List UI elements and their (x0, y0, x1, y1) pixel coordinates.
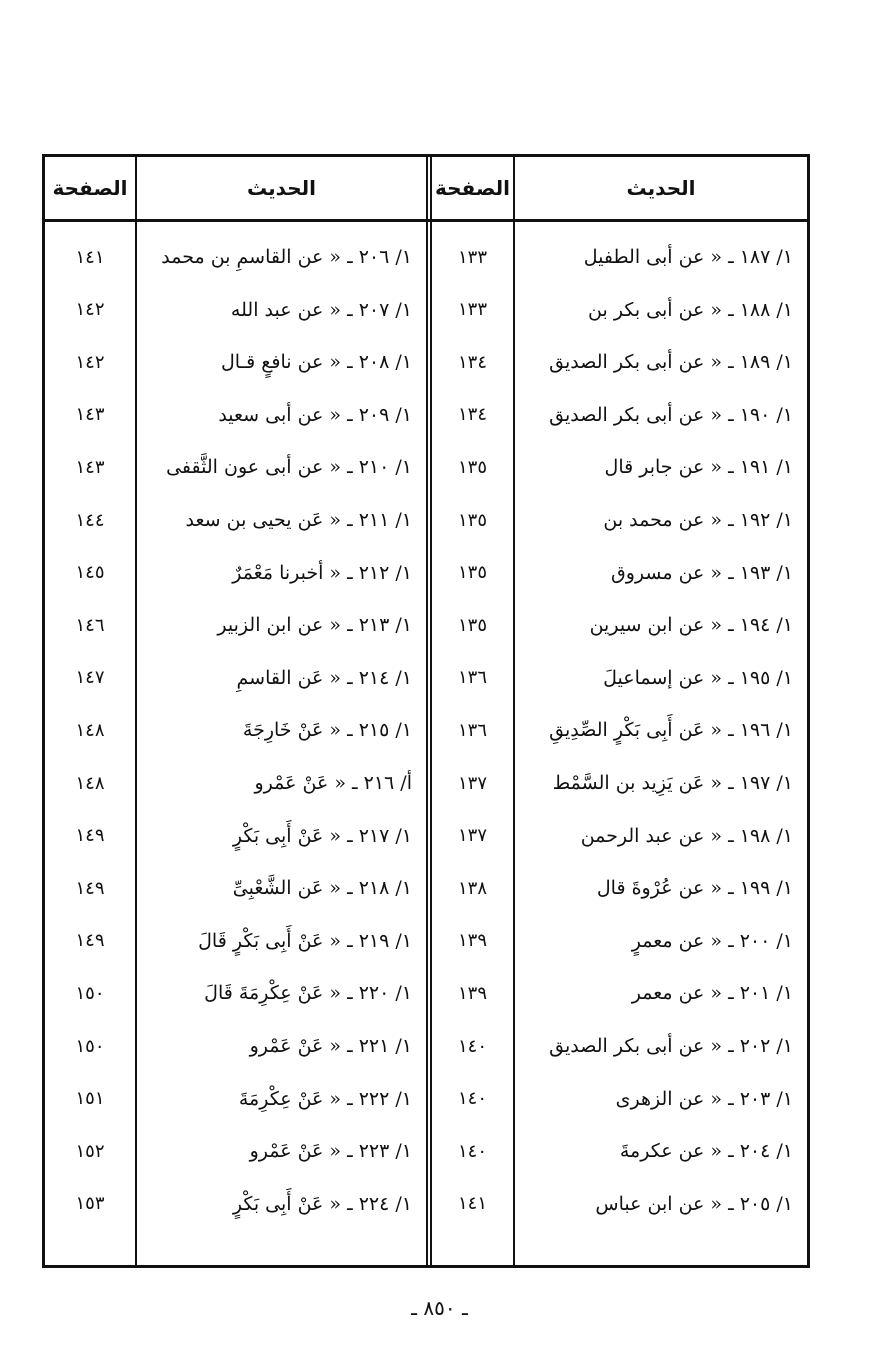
page-ref: ١٤٩ (75, 825, 105, 847)
table-row (45, 757, 807, 809)
hadith-entry: ١/ ٢٠٥ ـ « عن ابن عباس (595, 1192, 793, 1215)
page-ref: ١٣٦ (458, 667, 488, 689)
page-ref: ١٤٢ (75, 299, 105, 321)
hadith-entry: ١/ ١٩١ ـ « عن جابر قال (604, 456, 793, 479)
header-page-left: الصفحة (52, 176, 128, 200)
page-ref: ١٤٦ (75, 614, 105, 636)
page-ref: ١٣٥ (458, 456, 488, 478)
table-row (45, 1073, 807, 1125)
page-ref: ١٤٠ (458, 1140, 488, 1162)
hadith-entry: ١/ ٢٢٢ ـ « عَنْ عِكْرِمَةَ (238, 1087, 412, 1110)
hadith-entry: ١/ ١٩٥ ـ « عن إسماعيلَ (603, 666, 793, 689)
table-row (45, 704, 807, 756)
hadith-entry: ١/ ٢٢٤ ـ « عَنْ أَبِى بَكْرٍ (232, 1192, 412, 1215)
page-ref: ١٥٢ (75, 1140, 105, 1162)
hadith-entry: ١/ ٢٠٠ ـ « عن معمرٍ (631, 929, 793, 952)
page-ref: ١٤١ (458, 1193, 488, 1215)
page-ref: ١٤٥ (75, 562, 105, 584)
table-row (45, 810, 807, 862)
hadith-entry: ١/ ٢١٧ ـ « عَنْ أَبِى بَكْرٍ (232, 824, 412, 847)
page-ref: ١٥٠ (75, 982, 105, 1004)
hadith-entry: ١/ ٢٢٠ ـ « عَنْ عِكْرِمَةَ قَالَ (204, 982, 412, 1005)
hadith-entry: ١/ ٢١٥ ـ « عَنْ خَارِجَةَ (242, 719, 412, 742)
page-ref: ١٣٥ (458, 614, 488, 636)
hadith-entry: ١/ ٢٠٣ ـ « عن الزهرى (615, 1087, 793, 1110)
page-ref: ١٤١ (75, 246, 105, 268)
hadith-entry: ١/ ٢٠٧ ـ « عن عبد الله (230, 298, 412, 321)
hadith-entry: ١/ ٢١٩ ـ « عَنْ أَبِى بَكْرٍ قَالَ (198, 929, 412, 952)
page-ref: ١٤٤ (75, 509, 105, 531)
hadith-entry: ١/ ١٩٧ ـ « عَن يَزِيد بن السَّمْط (552, 772, 793, 794)
hadith-entry: ١/ ١٨٩ ـ « عن أبى بكر الصديق (549, 351, 793, 374)
table-row (45, 494, 807, 546)
hadith-entry: ١/ ٢١٠ ـ « عن أبى عون الثَّقفى (166, 456, 412, 479)
hadith-entry: ١/ ٢٢٣ ـ « عَنْ عَمْرو (249, 1140, 412, 1163)
table-row (45, 915, 807, 967)
page-ref: ١٤٧ (75, 667, 105, 689)
header-hadith-left: الحديث (247, 176, 317, 200)
hadith-entry: ١/ ٢٠٤ ـ « عن عكرمةَ (619, 1140, 793, 1163)
hadith-entry: ١/ ١٨٨ ـ « عن أبى بكر بن (588, 298, 793, 321)
page-ref: ١٣٧ (458, 772, 488, 794)
page-ref: ١٥١ (75, 1088, 105, 1110)
page-ref: ١٣٤ (458, 351, 488, 373)
hadith-entry: ١/ ٢١٤ ـ « عَن القاسمِ (236, 666, 412, 689)
index-table (42, 154, 810, 1268)
page-ref: ١٣٥ (458, 562, 488, 584)
page-ref: ١٣٣ (458, 246, 488, 268)
hadith-entry: ١/ ١٩٤ ـ « عن ابن سيرين (589, 614, 793, 637)
hadith-entry: ١/ ١٨٧ ـ « عن أبى الطفيل (583, 246, 793, 268)
table-row (45, 967, 807, 1019)
hadith-entry: ١/ ٢٠١ ـ « عن معمر (631, 982, 793, 1005)
page-ref: ١٤٨ (75, 772, 105, 794)
page-ref: ١٣٩ (458, 982, 488, 1004)
page-ref: ١٣٤ (458, 404, 488, 426)
header-page-right: الصفحة (435, 176, 511, 200)
hadith-entry: ١/ ١٩٢ ـ « عن محمد بن (603, 509, 793, 531)
table-row (45, 1020, 807, 1072)
page-ref: ١٤٠ (458, 1088, 488, 1110)
page-ref: ١٣٧ (458, 825, 488, 847)
hadith-entry: أ/ ٢١٦ ـ « عَنْ عَمْرو (254, 772, 412, 794)
page-ref: ١٤٠ (458, 1035, 488, 1057)
page-ref: ١٤٩ (75, 930, 105, 952)
page-ref: ١٥٠ (75, 1035, 105, 1057)
hadith-entry: ١/ ٢١٨ ـ « عَن الشَّعْبِىِّ (232, 877, 412, 900)
header-hadith-right: الحديث (626, 176, 696, 200)
page-ref: ١٤٣ (75, 456, 105, 478)
table-row (45, 231, 807, 283)
page-ref: ١٥٣ (75, 1193, 105, 1215)
page-ref: ١٣٣ (458, 299, 488, 321)
table-row (45, 1178, 807, 1230)
hadith-entry: ١/ ٢١١ ـ « عَن يحيى بن سعد (185, 509, 412, 531)
table-row (45, 336, 807, 388)
page-number: ـ ٨٥٠ ـ (411, 1296, 468, 1320)
hadith-entry: ١/ ١٩٣ ـ « عن مسروق (611, 561, 793, 584)
table-row (45, 599, 807, 651)
page-ref: ١٣٦ (458, 719, 488, 741)
page-ref: ١٣٨ (458, 877, 488, 899)
hadith-entry: ١/ ١٩٠ ـ « عن أبى بكر الصديق (549, 403, 793, 426)
page-ref: ١٤٣ (75, 404, 105, 426)
table-row (45, 389, 807, 441)
hadith-entry: ١/ ١٩٨ ـ « عن عبد الرحمن (580, 824, 793, 847)
hadith-entry: ١/ ٢١٣ ـ « عن ابن الزبير (217, 614, 412, 637)
hadith-entry: ١/ ٢٠٢ ـ « عن أبى بكر الصديق (549, 1035, 793, 1057)
page-ref: ١٤٢ (75, 351, 105, 373)
page-ref: ١٣٥ (458, 509, 488, 531)
page-ref: ١٣٩ (458, 930, 488, 952)
page-ref: ١٤٩ (75, 877, 105, 899)
table-row (45, 547, 807, 599)
table-row (45, 284, 807, 336)
table-row (45, 1125, 807, 1177)
header-rule (45, 219, 807, 222)
hadith-entry: ١/ ١٩٩ ـ « عن عُرْوةَ قال (596, 877, 793, 900)
hadith-entry: ١/ ٢٠٦ ـ « عن القاسمِ بن محمد (161, 246, 412, 268)
hadith-entry: ١/ ٢٠٨ ـ « عن نافعٍ قـال (220, 351, 412, 374)
hadith-entry: ١/ ٢٢١ ـ « عَنْ عَمْرو (249, 1035, 412, 1057)
hadith-entry: ١/ ٢٠٩ ـ « عن أبى سعيد (218, 403, 412, 426)
table-row (45, 652, 807, 704)
hadith-entry: ١/ ٢١٢ ـ « أخبرنا مَعْمَرٌ (232, 561, 412, 584)
table-row (45, 862, 807, 914)
page-ref: ١٤٨ (75, 719, 105, 741)
table-row (45, 441, 807, 493)
hadith-entry: ١/ ١٩٦ ـ « عَن أَبِى بَكْرٍ الصِّدِيقِ (549, 719, 793, 742)
